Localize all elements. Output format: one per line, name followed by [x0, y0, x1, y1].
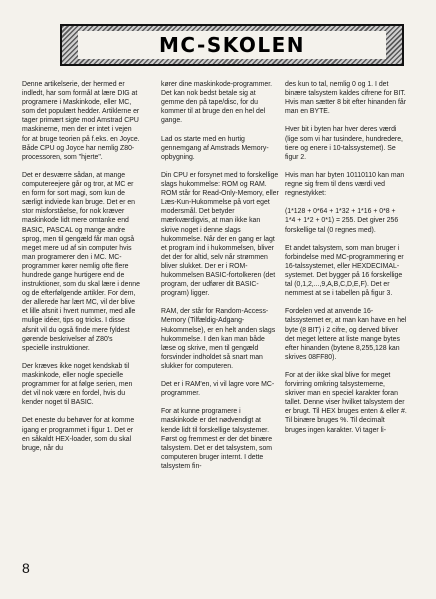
title-banner-inner [78, 31, 386, 59]
paragraph: Hvis man har byten 10110110 kan man regne sig frem til dens værdi ved regnestykket: [285, 171, 405, 198]
paragraph: Et andet talsystem, som man bruger i forbindelse med MC-programmering er 16-talssystemet, eller HEXDECIMAL-systemet. Det bygger på 16 forskellige tal (0,1,2,...,9,A,B,C,D,E,F). Det er nemmest at se i tabellen på figur 3. [285, 244, 404, 298]
page-number: 8 [22, 560, 30, 576]
paragraph: RAM, der står for Random-Access-Memory (Tilfældig-Adgang-Hukommelse), er en helt anden slags hukommelse. I den kan man både læse og skrive, men til gengæld forsvinder indholdet så snart man slukker for computeren. [161, 308, 276, 370]
paragraph: (1*128 + 0*64 + 1*32 + 1*16 + 0*8 + 1*4 + 1*2 + 0*1) = 255. Det giver 256 forskellige tal (0 regnes med). [285, 208, 399, 234]
text-column-2 [161, 80, 279, 480]
paragraph: Din CPU er forsynet med to forskellige slags hukommelse: ROM og RAM. ROM står for Read-Only-Memory, eller Læs-Kun-Hukommelse på vort eget modersmål. Det betyder mærkværdigvis, at man ikke kan skrive noget i denne slags hukommelse. Når der en gang er lagt et program ind i hukommelsen, bliver det der for altid, selv når strømmen bliver slukket. Der er i ROM-hukommelsen BASIC-fortolkeren (det program, der udfører dit BASIC-program) ligger. [161, 171, 279, 298]
paragraph: For at kunne programere i maskinkode er det nødvendigt at kende lidt til forskellige talsystemer. Først og fremmest er der det binære talsystem. Det er det talsystem, som computeren bruger internt. I dette talsystem fin- [161, 408, 273, 470]
paragraph: Denne artikelserie, der hermed er indledt, har som formål at lære DIG at programere i Maskinkode, eller MC, som det populært hedder. Artiklerne er tager primært sigte mod Amstrad CPU maskinerne, men der er intet i vejen for at bruge teorien på f.eks. en Joyce. Både CPU og Joyce har nemlig Z80-processoren, som "hjerte". [22, 81, 140, 161]
paragraph: Lad os starte med en hurtig gennemgang af Amstrads Memory-opbygning. [161, 135, 269, 161]
paragraph: Hver bit i byten har hver deres værdi (lige som vi har tusindere, hundredere, tiere og enere i 10-talssystemet). Se figur 2. [285, 126, 403, 161]
paragraph: For at der ikke skal blive for meget forvirring omkring talsystemerne, skriver man en speciel karakter foran tallet. Denne viser hvilket talsystem der er brugt. Til HEX bruges enten & eller #. Til binære bruges %. Til decimalt bruges ingen karakter. Vi tager li- [285, 372, 407, 434]
paragraph: kører dine maskinkode-programmer. Det kan nok bedst betale sig at gemme den på tape/disc, for du kommer til at bruge den en hel del gange. [161, 81, 273, 125]
text-column-1 [22, 80, 140, 462]
paragraph: des kun to tal, nemlig 0 og 1. I det binære talsystem kaldes cifrene for BIT. Hvis man sætter 8 bit efter hinanden får man en BYTE. [285, 81, 407, 116]
text-column-3 [285, 80, 407, 444]
page-title: MC-SKOLEN [159, 33, 305, 57]
paragraph: Fordelen ved at anvende 16-talssystemet er, at man kan have en hel byte (8 BIT) i 2 cifre, og derved bliver det meget lettere at liste mange bytes efter hinanden (bytene 8,255,128 kan skrives 08FF80). [285, 308, 407, 361]
title-banner [60, 24, 404, 66]
paragraph: Det er desværre sådan, at mange computereejere går og tror, at MC er en form for sort magi, som kun de særligt indviede kan bruge. Det er en stor misforståelse, for nok kræver maskinkode lidt mere omtanke end BASIC, PASCAL og mange andre sprog, men til gengæld får man også meget mere ud af sin computer hvis man programerer den i MC. MC-programmer kører nemlig ofte flere hundrede gange hurtigere end de instruktioner, som du skal lære i denne og de efterfølgende artikler. For dem, der allerede har lært MC, vil der blive et lille afsnit i hvert nummer, med alle mulige idéer, tips og tricks. I disse afsnit vil du også finde mere fyldest gørende beskrivelser af Z80's specielle instruktioner. [22, 171, 140, 352]
paragraph: Det er i RAM'en, vi vil lagre vore MC-programmer. [161, 381, 275, 398]
paragraph: Der kræves ikke noget kendskab til maskinkode, eller nogle specielle programmer for at følge serien, men det vil nok være en fordel, hvis du kender noget til BASIC. [22, 362, 133, 407]
paragraph: Det eneste du behøver for at komme igang er programmet i figur 1. Det er en såkaldt HEX-loader, som du skal bruge, når du [22, 417, 135, 452]
